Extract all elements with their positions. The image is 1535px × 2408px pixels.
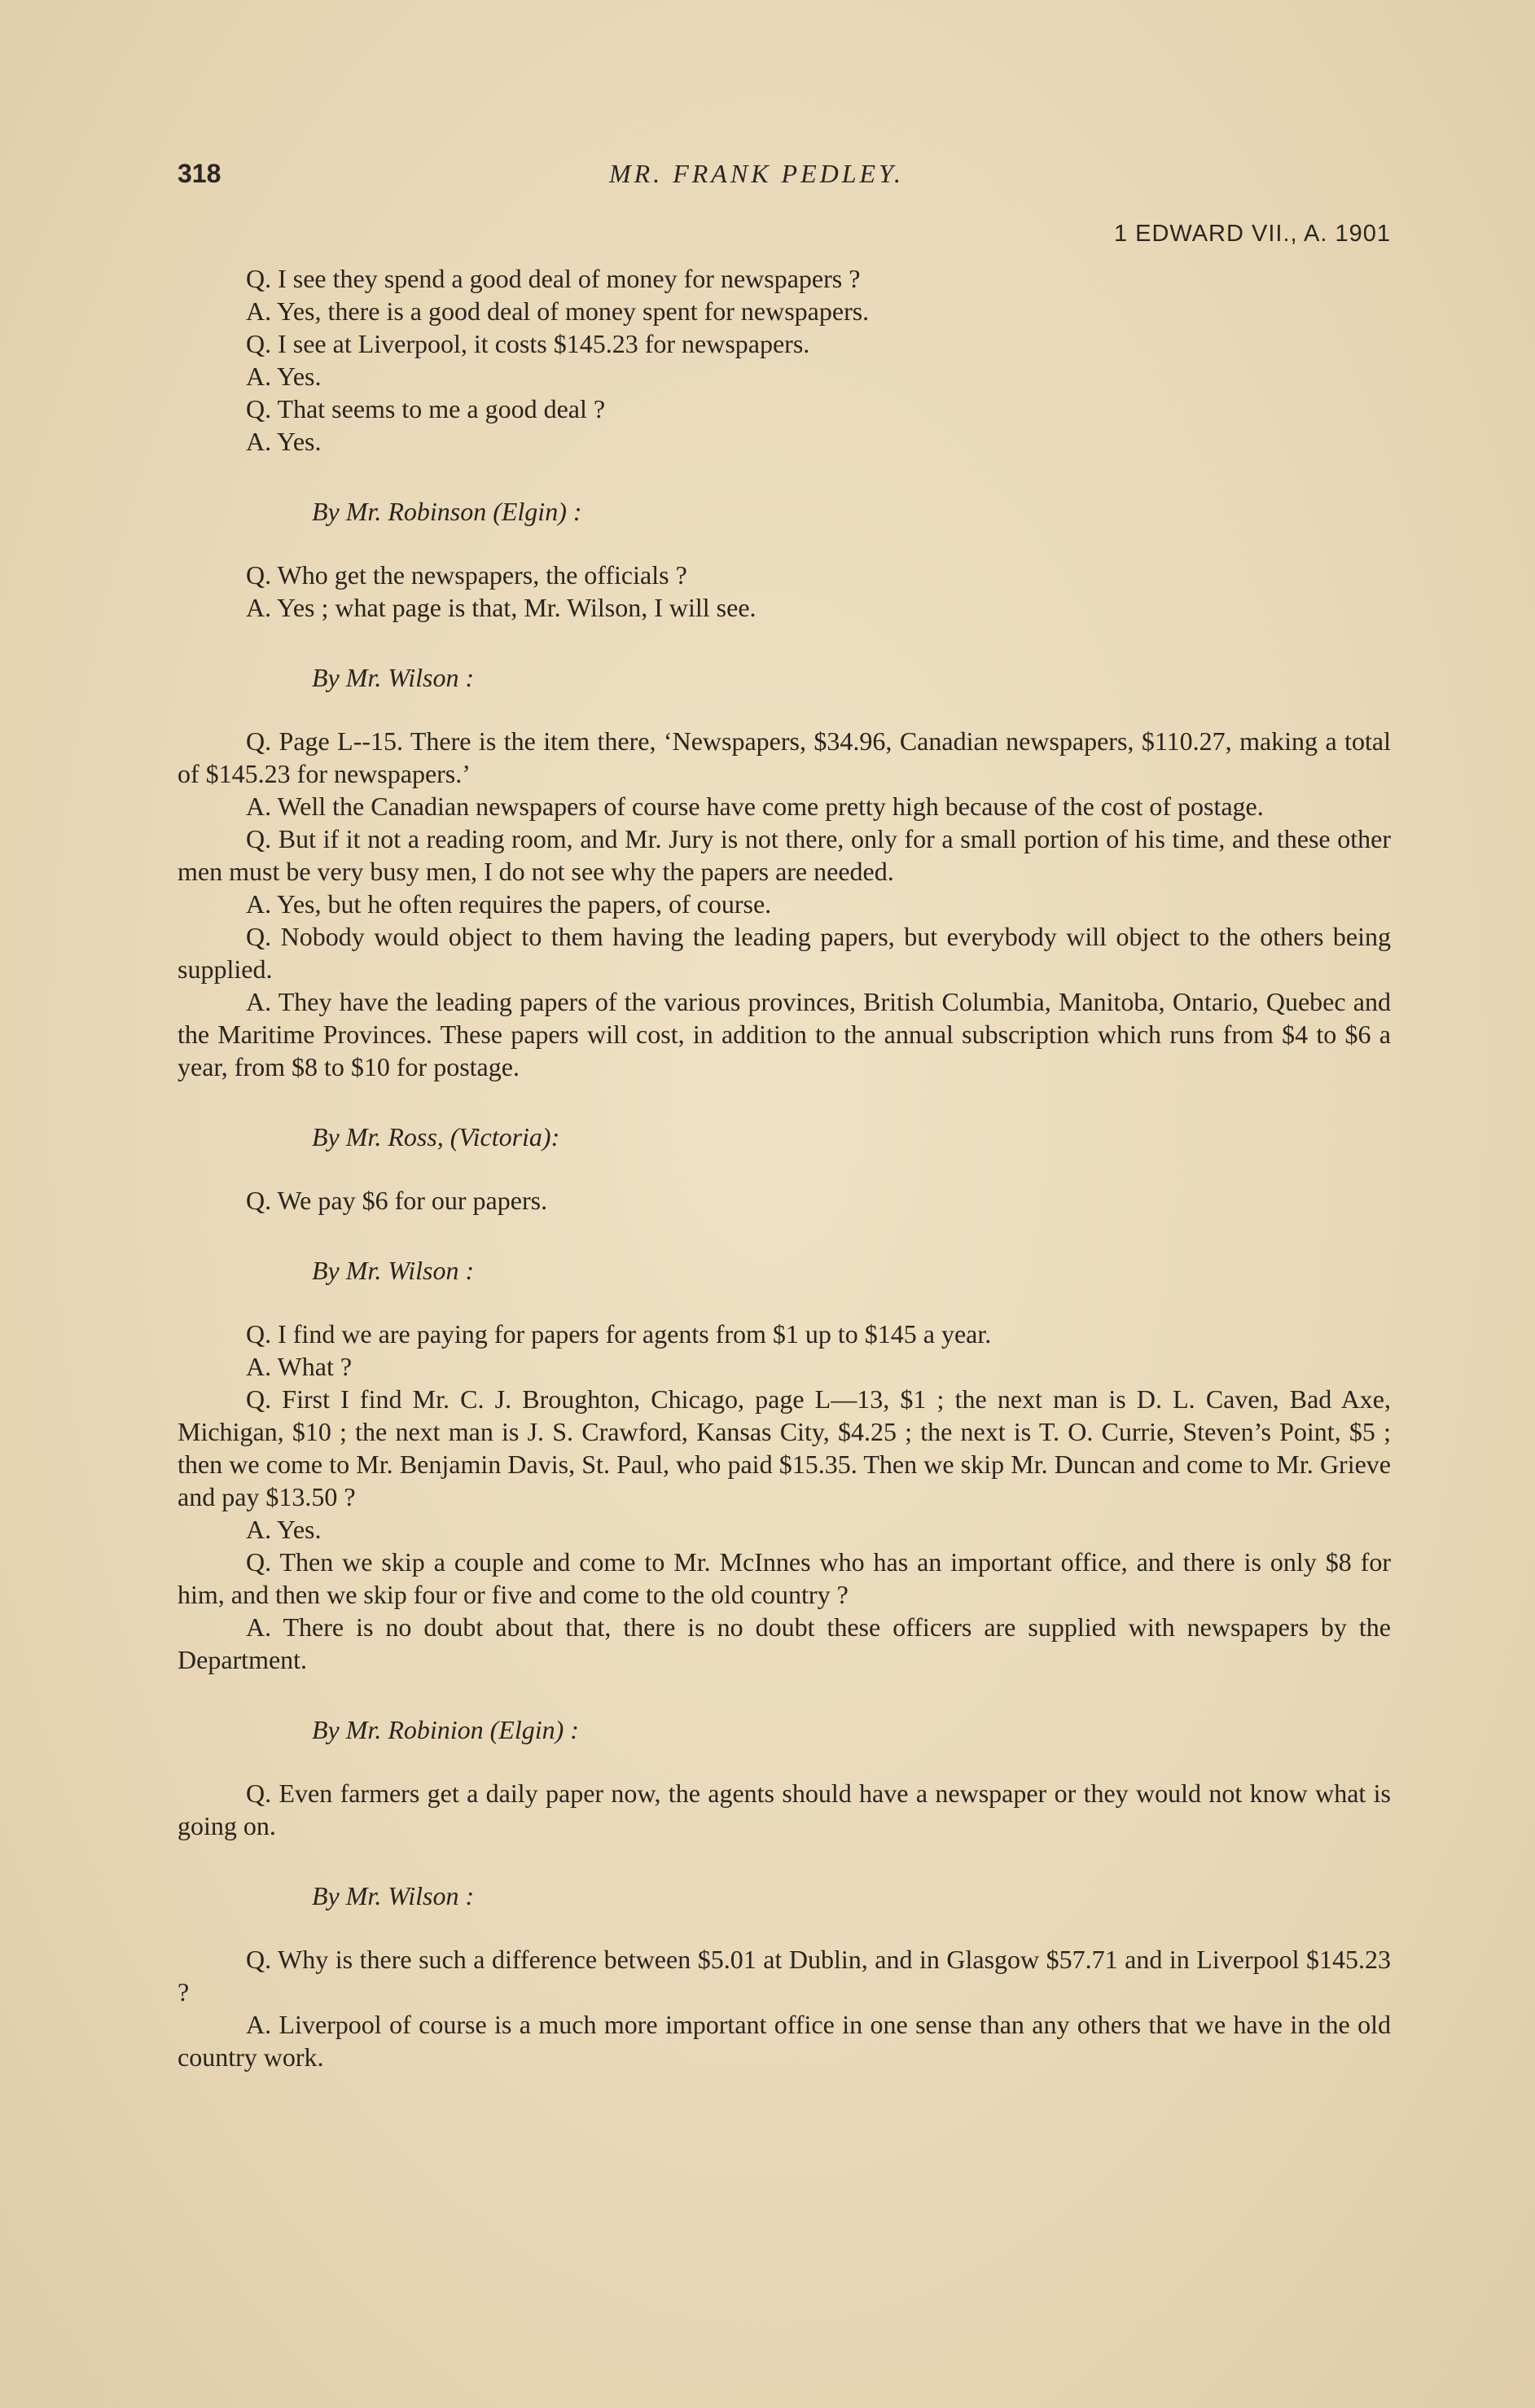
speaker-heading: By Mr. Wilson : — [312, 1881, 475, 1910]
answer: A. Yes ; what page is that, Mr. Wilson, I will see. — [246, 593, 757, 622]
answer: A. Yes, but he often requires the papers, of course. — [246, 889, 772, 919]
answer: A. Yes. — [246, 427, 322, 456]
answer: A. Yes. — [246, 1515, 322, 1544]
question: Q. I find we are paying for papers for agents from $1 up to $145 a year. — [246, 1319, 992, 1349]
question: Q. That seems to me a good deal ? — [246, 394, 606, 423]
speaker-heading: By Mr. Wilson : — [312, 663, 475, 692]
question: Q. Then we skip a couple and come to Mr. McInnes who has an important office, and there is only $8 for him, and then we skip four or five and come to the old country ? — [178, 1547, 1391, 1609]
answer: A. They have the leading papers of the various provinces, British Columbia, Manitoba, Ontario, Quebec and the Maritime Provinces. These papers will cost, in addition to the annual subscription which runs from $4 to $6 a year, from $8 to $10 for postage. — [178, 987, 1391, 1081]
question: Q. We pay $6 for our papers. — [246, 1186, 548, 1215]
question: Q. Page L--15. There is the item there, ‘Newspapers, $34.96, Canadian newspapers, $110.27, making a total of $145.23 for newspapers.’ — [178, 726, 1391, 788]
question: Q. I see at Liverpool, it costs $145.23 for newspapers. — [246, 329, 810, 358]
answer: A. Liverpool of course is a much more important office in one sense than any others that we have in the old country work. — [178, 2010, 1391, 2072]
question: Q. First I find Mr. C. J. Broughton, Chicago, page L—13, $1 ; the next man is D. L. Caven, Bad Axe, Michigan, $10 ; the next man is J. S. Crawford, Kansas City, $4.25 ; the next is T. O. Currie, Steven’s Point, $5 ; then we come to Mr. Benjamin Davis, St. Paul, who paid $15.35. Then we skip Mr. Duncan and come to Mr. Grieve and pay $13.50 ? — [178, 1384, 1391, 1511]
answer: A. Yes, there is a good deal of money spent for newspapers. — [246, 296, 870, 326]
speaker-heading: By Mr. Wilson : — [312, 1256, 475, 1285]
speaker-heading: By Mr. Ross, (Victoria): — [312, 1122, 560, 1151]
session-reference: 1 EDWARD VII., A. 1901 — [1113, 221, 1391, 247]
question: Q. I see they spend a good deal of money for newspapers ? — [246, 264, 861, 293]
answer: A. Well the Canadian newspapers of course have come pretty high because of the cost of postage. — [246, 792, 1264, 821]
answer: A. Yes. — [246, 362, 322, 391]
question: Q. Why is there such a difference between $5.01 at Dublin, and in Glasgow $57.71 and in Liverpool $145.23 ? — [178, 1945, 1391, 2007]
answer: A. What ? — [246, 1352, 353, 1381]
testimony-body — [178, 262, 1391, 2073]
question: Q. Who get the newspapers, the officials ? — [246, 560, 687, 590]
speaker-heading: By Mr. Robinion (Elgin) : — [312, 1715, 579, 1744]
page-number: 318 — [178, 159, 221, 188]
answer: A. There is no doubt about that, there is no doubt these officers are supplied with newspapers by the Department. — [178, 1612, 1391, 1674]
speaker-heading: By Mr. Robinson (Elgin) : — [312, 497, 582, 526]
question: Q. But if it not a reading room, and Mr. Jury is not there, only for a small portion of his time, and these other men must be very busy men, I do not see why the papers are needed. — [178, 824, 1391, 886]
question: Q. Nobody would object to them having the leading papers, but everybody will object to the others being supplied. — [178, 922, 1391, 984]
question: Q. Even farmers get a daily paper now, the agents should have a newspaper or they would not know what is going on. — [178, 1779, 1391, 1840]
running-title: MR. FRANK PEDLEY. — [609, 159, 904, 188]
